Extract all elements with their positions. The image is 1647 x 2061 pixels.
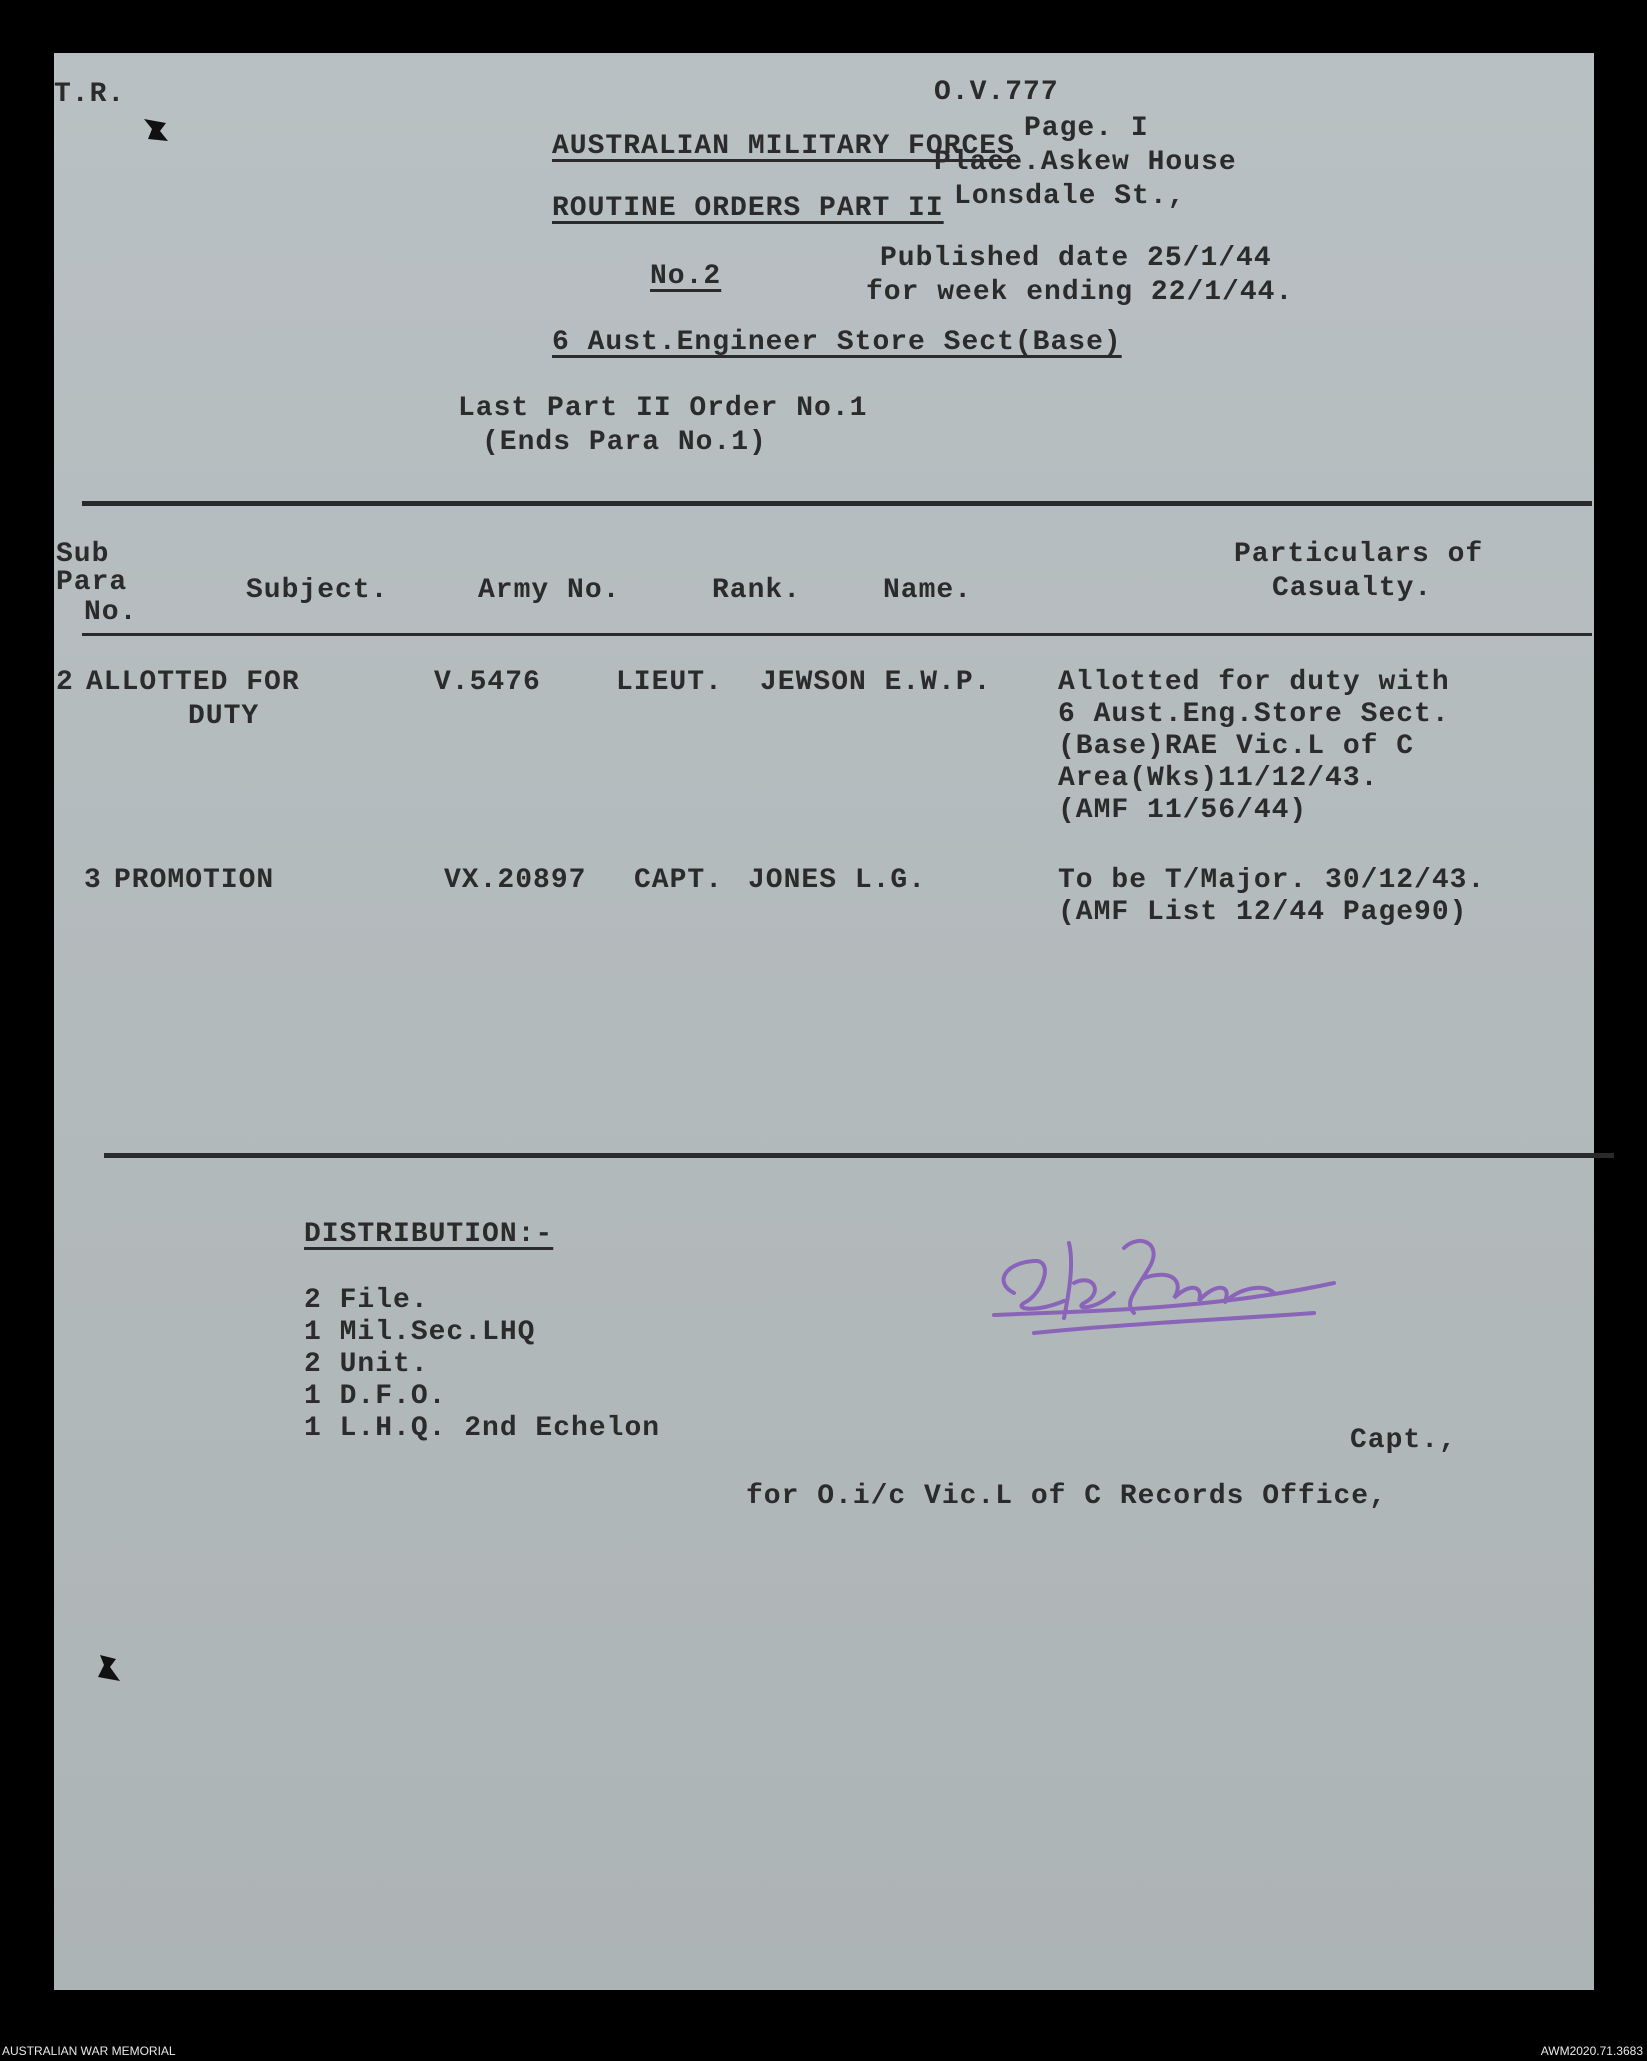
row1-particulars-5: (AMF 11/56/44)	[1058, 795, 1308, 826]
row1-particulars-3: (Base)RAE Vic.L of C	[1058, 731, 1415, 762]
corner-mark: T.R.	[54, 79, 126, 110]
footer-left: AUSTRALIAN WAR MEMORIAL	[2, 2044, 176, 2058]
reference-number: O.V.777	[934, 77, 1059, 108]
distribution-item: 2 File.	[304, 1285, 429, 1316]
row1-particulars-2: 6 Aust.Eng.Store Sect.	[1058, 699, 1450, 730]
punch-hole-bottom-icon	[92, 1653, 126, 1683]
distribution-item: 1 D.F.O.	[304, 1381, 447, 1412]
order-number: No.2	[650, 261, 722, 292]
header-no: No.	[84, 597, 138, 628]
page-number: Page. I	[1024, 113, 1149, 144]
distribution-item: 1 L.H.Q. 2nd Echelon	[304, 1413, 661, 1444]
row2-army-no: VX.20897	[444, 865, 587, 896]
header-rule	[82, 633, 1592, 636]
row1-subject: ALLOTTED FOR	[86, 667, 300, 698]
top-rule	[82, 501, 1592, 506]
distribution-title: DISTRIBUTION:-	[304, 1219, 554, 1250]
distribution-item: 1 Mil.Sec.LHQ	[304, 1317, 536, 1348]
signatory-rank: Capt.,	[1350, 1425, 1457, 1456]
header-sub: Sub	[56, 539, 110, 570]
last-order: Last Part II Order No.1	[458, 393, 868, 424]
row1-para: 2	[56, 667, 74, 698]
unit-name: 6 Aust.Engineer Store Sect(Base)	[552, 327, 1122, 358]
row2-rank: CAPT.	[634, 865, 724, 896]
punch-hole-top-icon	[138, 115, 172, 145]
row1-particulars-4: Area(Wks)11/12/43.	[1058, 763, 1379, 794]
header-name: Name.	[883, 575, 973, 606]
document-page	[54, 53, 1594, 1990]
ends-para: (Ends Para No.1)	[482, 427, 767, 458]
header-rank: Rank.	[712, 575, 802, 606]
row2-para: 3	[84, 865, 102, 896]
header-para: Para	[56, 567, 128, 598]
row2-name: JONES L.G.	[748, 865, 927, 896]
orders-title: ROUTINE ORDERS PART II	[552, 193, 944, 224]
street: Lonsdale St.,	[954, 181, 1186, 212]
bottom-rule	[104, 1153, 1614, 1158]
distribution-item: 2 Unit.	[304, 1349, 429, 1380]
week-ending: for week ending 22/1/44.	[866, 277, 1294, 308]
row1-rank: LIEUT.	[616, 667, 723, 698]
row1-subject-cont: DUTY	[188, 701, 260, 732]
row1-army-no: V.5476	[434, 667, 541, 698]
published-date: Published date 25/1/44	[880, 243, 1272, 274]
place: Place.Askew House	[934, 147, 1237, 178]
row1-name: JEWSON E.W.P.	[760, 667, 992, 698]
row2-subject: PROMOTION	[114, 865, 275, 896]
header-casualty: Casualty.	[1272, 573, 1433, 604]
header-particulars: Particulars of	[1234, 539, 1484, 570]
row2-particulars-2: (AMF List 12/44 Page90)	[1058, 897, 1468, 928]
signatory-office: for O.i/c Vic.L of C Records Office,	[746, 1481, 1387, 1512]
header-subject: Subject.	[246, 575, 389, 606]
footer-right: AWM2020.71.3683	[1540, 2044, 1643, 2058]
org-title: AUSTRALIAN MILITARY FORCES	[552, 131, 1015, 162]
row1-particulars-1: Allotted for duty with	[1058, 667, 1450, 698]
header-army-no: Army No.	[478, 575, 621, 606]
signature	[974, 1223, 1354, 1353]
row2-particulars-1: To be T/Major. 30/12/43.	[1058, 865, 1486, 896]
